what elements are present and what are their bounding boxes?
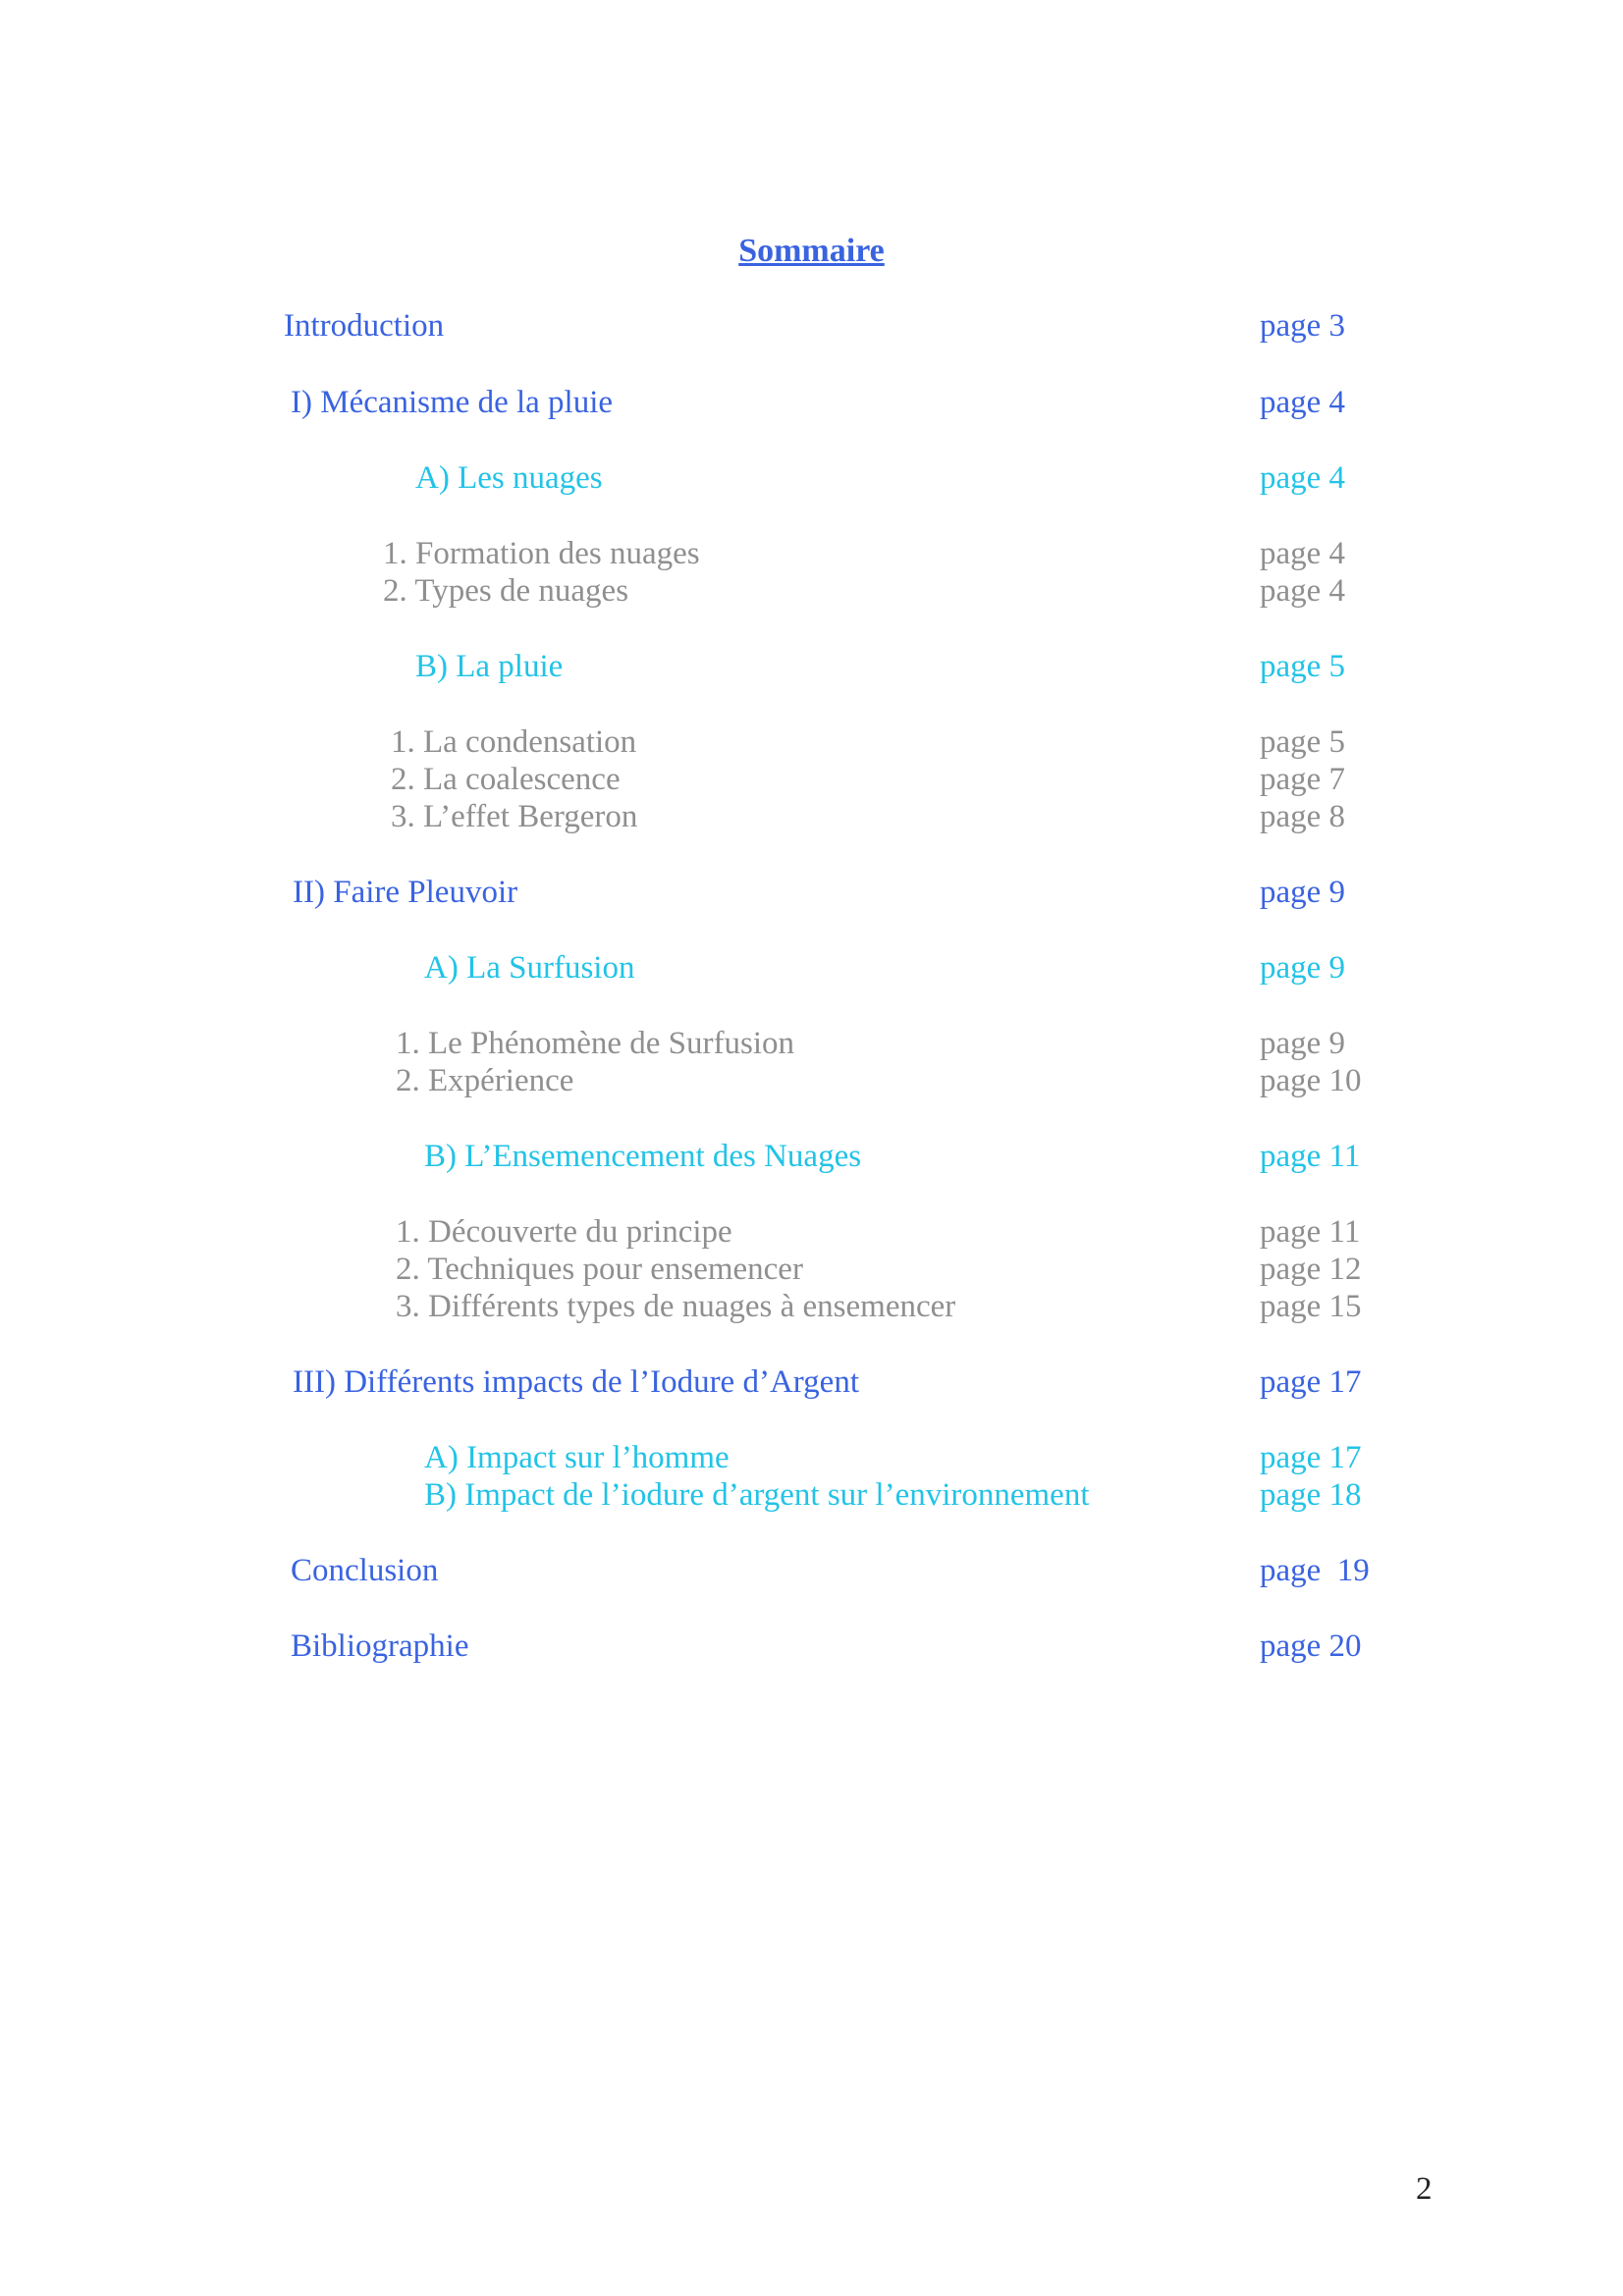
- toc-entry-page: page 11: [1260, 1214, 1361, 1250]
- toc-entry-label[interactable]: A) La Surfusion: [424, 950, 635, 986]
- toc-entry-page: page 9: [1260, 950, 1346, 986]
- toc-entry-page: page 17: [1260, 1440, 1362, 1475]
- toc-entry-page: page 8: [1260, 799, 1346, 834]
- toc-entry-page: page 17: [1260, 1364, 1362, 1400]
- toc-entry-page: page 5: [1260, 649, 1346, 684]
- toc-entry-label[interactable]: 1. Le Phénomène de Surfusion: [396, 1026, 795, 1061]
- toc-entry-page: page 15: [1260, 1289, 1362, 1324]
- toc-entry-page: page 9: [1260, 875, 1346, 910]
- toc-entry-page: page 5: [1260, 724, 1346, 760]
- toc-entry-label[interactable]: 3. L’effet Bergeron: [391, 799, 638, 834]
- toc-entry-label[interactable]: 2. Types de nuages: [383, 573, 629, 609]
- toc-entry-label[interactable]: 2. Techniques pour ensemencer: [396, 1252, 803, 1287]
- toc-entry-label[interactable]: Introduction: [284, 308, 445, 344]
- toc-entry-page: page 4: [1260, 536, 1346, 571]
- toc-entry-page: page 4: [1260, 460, 1346, 496]
- toc-entry-label[interactable]: I) Mécanisme de la pluie: [291, 385, 614, 420]
- toc-entry-label[interactable]: II) Faire Pleuvoir: [293, 875, 518, 910]
- toc-entry-page: page 11: [1260, 1139, 1361, 1174]
- toc-entry-label[interactable]: B) Impact de l’iodure d’argent sur l’environnement: [424, 1477, 1090, 1513]
- toc-entry-page: page 12: [1260, 1252, 1362, 1287]
- toc-entry-label[interactable]: 2. Expérience: [396, 1063, 574, 1098]
- toc-entry-label[interactable]: 1. La condensation: [391, 724, 637, 760]
- toc-entry-label[interactable]: A) Les nuages: [415, 460, 603, 496]
- toc-entry-label[interactable]: 3. Différents types de nuages à ensemencer: [396, 1289, 956, 1324]
- toc-entry-label[interactable]: 1. Formation des nuages: [383, 536, 700, 571]
- toc-entry-label[interactable]: Conclusion: [291, 1553, 439, 1588]
- toc-entry-page: page 9: [1260, 1026, 1346, 1061]
- toc-entry-label[interactable]: A) Impact sur l’homme: [424, 1440, 730, 1475]
- toc-entry-page: page 4: [1260, 573, 1346, 609]
- toc-entry-label[interactable]: B) L’Ensemencement des Nuages: [424, 1139, 862, 1174]
- toc-entry-page: page 18: [1260, 1477, 1362, 1513]
- toc-entry-page: page 7: [1260, 762, 1346, 797]
- page-title: Sommaire: [738, 233, 885, 269]
- toc-entry-page: page 4: [1260, 385, 1346, 420]
- toc-entry-label[interactable]: 1. Découverte du principe: [396, 1214, 732, 1250]
- page-number: 2: [1416, 2171, 1433, 2207]
- toc-entry-page: page 10: [1260, 1063, 1362, 1098]
- toc-entry-label[interactable]: B) La pluie: [415, 649, 564, 684]
- toc-entry-label[interactable]: Bibliographie: [291, 1629, 469, 1664]
- toc-entry-label[interactable]: III) Différents impacts de l’Iodure d’Argent: [293, 1364, 859, 1400]
- toc-entry-page: page 3: [1260, 308, 1346, 344]
- toc-entry-page: page 20: [1260, 1629, 1362, 1664]
- toc-entry-page: page 19: [1260, 1553, 1370, 1588]
- toc-entry-label[interactable]: 2. La coalescence: [391, 762, 621, 797]
